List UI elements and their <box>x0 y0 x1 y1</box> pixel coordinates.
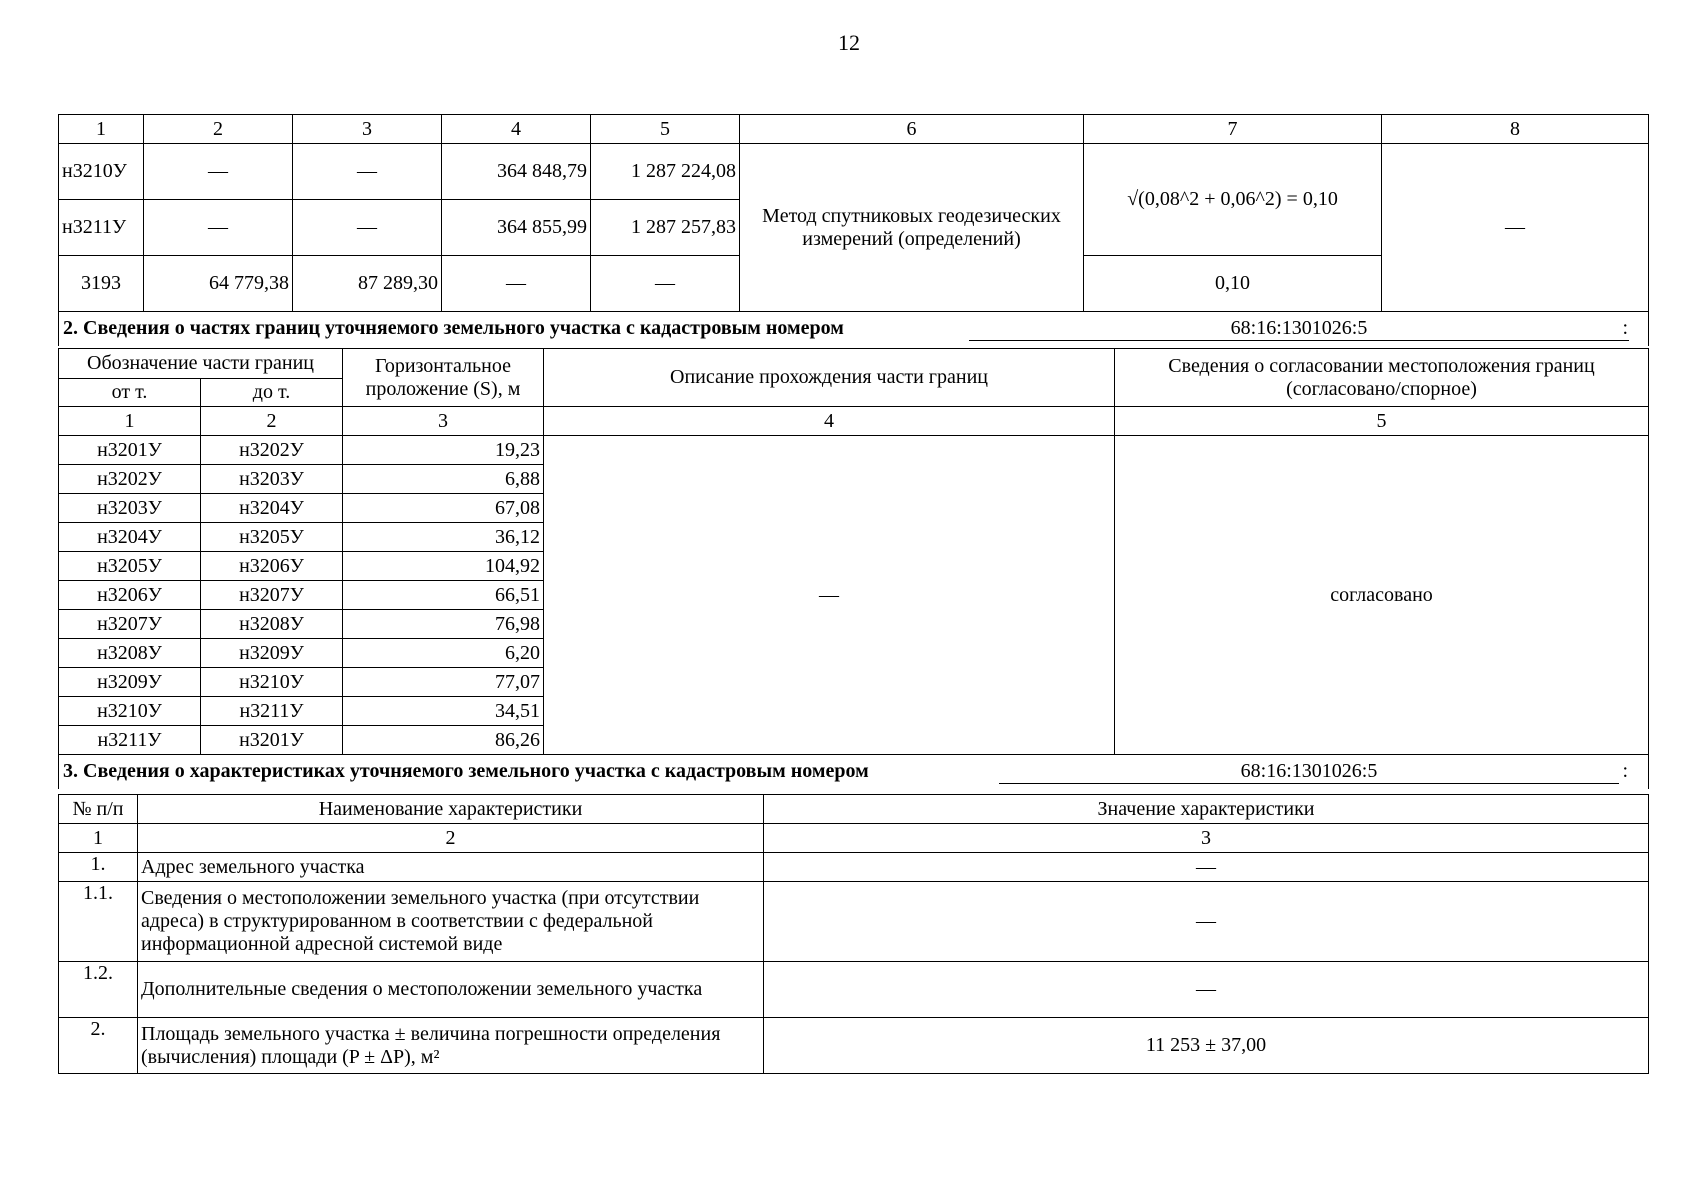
to-point: н3205У <box>201 523 343 552</box>
accuracy-value: 0,10 <box>1084 256 1382 312</box>
to-point: н3207У <box>201 581 343 610</box>
column-number: 5 <box>591 115 740 144</box>
column-number: 5 <box>1115 407 1649 436</box>
characteristic-value: — <box>764 962 1649 1018</box>
from-point: н3205У <box>59 552 201 581</box>
boundary-header-row <box>59 349 1649 379</box>
point-id: 3193 <box>59 256 144 312</box>
section2-cadastral-number: 68:16:1301026:5 <box>969 317 1629 341</box>
name-header: Наименование характеристики <box>138 795 764 824</box>
to-point: н3210У <box>201 668 343 697</box>
new-x: — <box>442 256 591 312</box>
characteristic-value: — <box>764 882 1649 962</box>
column-number: 3 <box>293 115 442 144</box>
horizontal-distance: 6,88 <box>343 465 544 494</box>
coordinates-table <box>58 114 1649 346</box>
horizontal-distance: 104,92 <box>343 552 544 581</box>
old-y: — <box>293 200 442 256</box>
section3-colon: : <box>1622 760 1628 782</box>
characteristics-header-row <box>59 795 1649 824</box>
horizontal-distance: 66,51 <box>343 581 544 610</box>
boundary-number-row <box>59 407 1649 436</box>
column-number: 1 <box>59 407 201 436</box>
new-x: 364 855,99 <box>442 200 591 256</box>
old-y: 87 289,30 <box>293 256 442 312</box>
characteristic-row <box>59 1018 1649 1074</box>
column-number: 2 <box>201 407 343 436</box>
from-point: н3202У <box>59 465 201 494</box>
from-point: н3211У <box>59 726 201 755</box>
characteristic-number: 1. <box>59 853 138 882</box>
old-x: — <box>144 200 293 256</box>
value-header: Значение характеристики <box>764 795 1649 824</box>
to-point: н3203У <box>201 465 343 494</box>
column-number: 3 <box>343 407 544 436</box>
characteristic-name: Дополнительные сведения о местоположении земельного участка <box>138 962 764 1018</box>
characteristics-number-row <box>59 824 1649 853</box>
boundary-row <box>59 436 1649 465</box>
horizontal-distance: 19,23 <box>343 436 544 465</box>
characteristic-number: 1.1. <box>59 882 138 962</box>
from-point: н3206У <box>59 581 201 610</box>
column-number: 6 <box>740 115 1084 144</box>
boundary-parts-table <box>58 348 1649 789</box>
from-point: н3201У <box>59 436 201 465</box>
from-point: н3209У <box>59 668 201 697</box>
section3-title-row <box>59 755 1649 790</box>
characteristics-table <box>58 794 1649 1074</box>
column-number: 1 <box>59 824 138 853</box>
from-header: от т. <box>59 379 201 407</box>
to-point: н3211У <box>201 697 343 726</box>
horizontal-distance: 86,26 <box>343 726 544 755</box>
column-number: 1 <box>59 115 144 144</box>
new-y: — <box>591 256 740 312</box>
from-point: н3208У <box>59 639 201 668</box>
section2-title-row <box>59 312 1649 347</box>
horizontal-header: Горизонтальное проложение (S), м <box>343 349 544 407</box>
column-number: 7 <box>1084 115 1382 144</box>
characteristic-row <box>59 962 1649 1018</box>
characteristic-name: Сведения о местоположении земельного участка (при отсутствии адреса) в структурированном в соответствии с федеральной информационной адресной системой виде <box>138 882 764 962</box>
method-cell: Метод спутниковых геодезических измерений (определений) <box>740 144 1084 312</box>
column-number: 3 <box>764 824 1649 853</box>
section3-title: 3. Сведения о характеристиках уточняемого земельного участка с кадастровым номером <box>63 760 869 782</box>
description-header: Описание прохождения части границ <box>544 349 1115 407</box>
horizontal-distance: 67,08 <box>343 494 544 523</box>
horizontal-distance: 6,20 <box>343 639 544 668</box>
from-point: н3210У <box>59 697 201 726</box>
description-value: — <box>544 436 1115 755</box>
column-number: 8 <box>1382 115 1649 144</box>
to-point: н3208У <box>201 610 343 639</box>
point-id: н3210У <box>59 144 144 200</box>
num-header: № п/п <box>59 795 138 824</box>
point-id: н3211У <box>59 200 144 256</box>
to-point: н3201У <box>201 726 343 755</box>
agreement-header: Сведения о согласовании местоположения границ (согласовано/спорное) <box>1115 349 1649 407</box>
column-number: 4 <box>544 407 1115 436</box>
to-point: н3204У <box>201 494 343 523</box>
horizontal-distance: 34,51 <box>343 697 544 726</box>
column-number: 4 <box>442 115 591 144</box>
horizontal-distance: 76,98 <box>343 610 544 639</box>
section2-title: 2. Сведения о частях границ уточняемого земельного участка с кадастровым номером <box>63 317 844 339</box>
section3-cadastral-number: 68:16:1301026:5 <box>999 760 1619 784</box>
to-point: н3202У <box>201 436 343 465</box>
characteristic-value: — <box>764 853 1649 882</box>
characteristic-number: 1.2. <box>59 962 138 1018</box>
characteristic-row <box>59 853 1649 882</box>
new-y: 1 287 257,83 <box>591 200 740 256</box>
from-point: н3204У <box>59 523 201 552</box>
column-number: 2 <box>138 824 764 853</box>
horizontal-distance: 77,07 <box>343 668 544 697</box>
to-header: до т. <box>201 379 343 407</box>
characteristic-value: 11 253 ± 37,00 <box>764 1018 1649 1074</box>
section2-colon: : <box>1622 317 1628 339</box>
coordinates-header-row <box>59 115 1649 144</box>
from-point: н3207У <box>59 610 201 639</box>
old-x: — <box>144 144 293 200</box>
coordinate-row <box>59 144 1649 200</box>
agreement-value: согласовано <box>1115 436 1649 755</box>
to-point: н3209У <box>201 639 343 668</box>
column8-value: — <box>1382 144 1649 312</box>
column-number: 2 <box>144 115 293 144</box>
from-point: н3203У <box>59 494 201 523</box>
accuracy-formula: √(0,08^2 + 0,06^2) = 0,10 <box>1084 144 1382 256</box>
characteristic-number: 2. <box>59 1018 138 1074</box>
new-y: 1 287 224,08 <box>591 144 740 200</box>
old-x: 64 779,38 <box>144 256 293 312</box>
page-number: 12 <box>838 30 860 55</box>
designation-header: Обозначение части границ <box>59 349 343 379</box>
to-point: н3206У <box>201 552 343 581</box>
new-x: 364 848,79 <box>442 144 591 200</box>
horizontal-distance: 36,12 <box>343 523 544 552</box>
characteristic-name: Адрес земельного участка <box>138 853 764 882</box>
old-y: — <box>293 144 442 200</box>
characteristic-row <box>59 882 1649 962</box>
characteristic-name: Площадь земельного участка ± величина погрешности определения (вычисления) площади (P ± ΔP), м² <box>138 1018 764 1074</box>
